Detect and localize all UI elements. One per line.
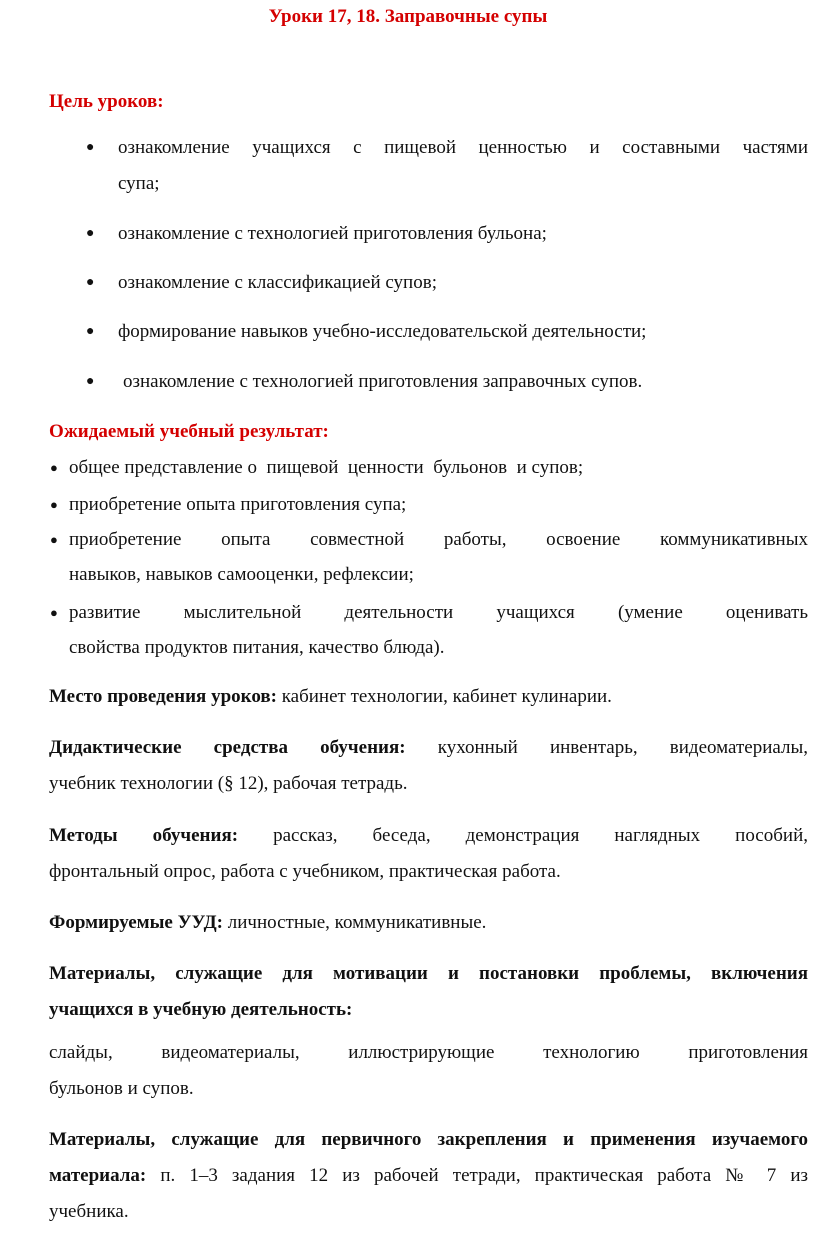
list-item: супа; xyxy=(118,173,160,194)
list-item: свойства продуктов питания, качество блюда). xyxy=(69,637,445,658)
motivation-label-2: учащихся в учебную деятельность: xyxy=(49,999,353,1020)
place-paragraph xyxy=(49,679,808,715)
methods-paragraph xyxy=(49,818,808,890)
consolidation-text-2: п. 1–3 задания 12 из рабочей тетради, практическая работа № 7 из xyxy=(146,1165,808,1186)
list-item: ознакомление учащихся с пищевой ценностью и составными частями xyxy=(118,137,808,158)
bullet-icon: ● xyxy=(50,460,58,475)
uud-text: личностные, коммуникативные. xyxy=(222,912,487,933)
consolidation-text-3: учебника. xyxy=(49,1201,129,1222)
list-item: ознакомление с технологией приготовления бульона; xyxy=(118,223,547,244)
motivation-text-1: слайды, видеоматериалы, иллюстрирующие технологию приготовления xyxy=(49,1042,808,1063)
place-label: Место проведения уроков: xyxy=(49,686,277,707)
methods-text-1: рассказ, беседа, демонстрация наглядных пособий, xyxy=(238,825,808,846)
uud-label: Формируемые УУД: xyxy=(49,912,223,933)
didactic-paragraph xyxy=(49,730,808,802)
motivation-text-2: бульонов и супов. xyxy=(49,1078,194,1099)
consolidation-label-2: материала: xyxy=(49,1165,147,1186)
motivation-paragraph xyxy=(49,1035,808,1107)
didactic-text-1: кухонный инвентарь, видеоматериалы, xyxy=(405,737,809,758)
methods-label: Методы обучения: xyxy=(49,825,239,846)
bullet-icon: ● xyxy=(50,497,58,512)
motivation-heading xyxy=(49,956,808,1028)
bullet-icon: ● xyxy=(86,324,95,339)
page-title: Уроки 17, 18. Заправочные супы xyxy=(268,6,548,27)
consolidation-label-1: Материалы, служащие для первичного закрепления и применения изучаемого xyxy=(49,1129,808,1150)
bullet-icon: ● xyxy=(86,140,95,155)
bullet-icon: ● xyxy=(50,532,58,547)
list-item: общее представление о пищевой ценности бульонов и супов; xyxy=(69,457,584,478)
goals-heading: Цель уроков: xyxy=(49,91,164,112)
list-item: ознакомление с классификацией супов; xyxy=(118,272,437,293)
consolidation-paragraph xyxy=(49,1122,808,1230)
list-item: ознакомление с технологией приготовления заправочных супов. xyxy=(123,371,643,392)
didactic-label: Дидактические средства обучения: xyxy=(49,737,406,758)
list-item: формирование навыков учебно-исследовательской деятельности; xyxy=(118,321,647,342)
list-item: развитие мыслительной деятельности учащихся (умение оценивать xyxy=(69,602,808,623)
bullet-icon: ● xyxy=(86,374,95,389)
bullet-icon: ● xyxy=(86,275,95,290)
list-item: приобретение опыта совместной работы, освоение коммуникативных xyxy=(69,529,808,550)
bullet-icon: ● xyxy=(50,605,58,620)
results-heading: Ожидаемый учебный результат: xyxy=(49,421,329,442)
methods-text-2: фронтальный опрос, работа с учебником, практическая работа. xyxy=(49,861,561,882)
list-item: навыков, навыков самооценки, рефлексии; xyxy=(69,564,414,585)
list-item: приобретение опыта приготовления супа; xyxy=(69,494,407,515)
didactic-text-2: учебник технологии (§ 12), рабочая тетрадь. xyxy=(49,773,408,794)
bullet-icon: ● xyxy=(86,226,95,241)
uud-paragraph xyxy=(49,905,808,941)
motivation-label-1: Материалы, служащие для мотивации и постановки проблемы, включения xyxy=(49,963,808,984)
place-text: кабинет технологии, кабинет кулинарии. xyxy=(276,686,612,707)
